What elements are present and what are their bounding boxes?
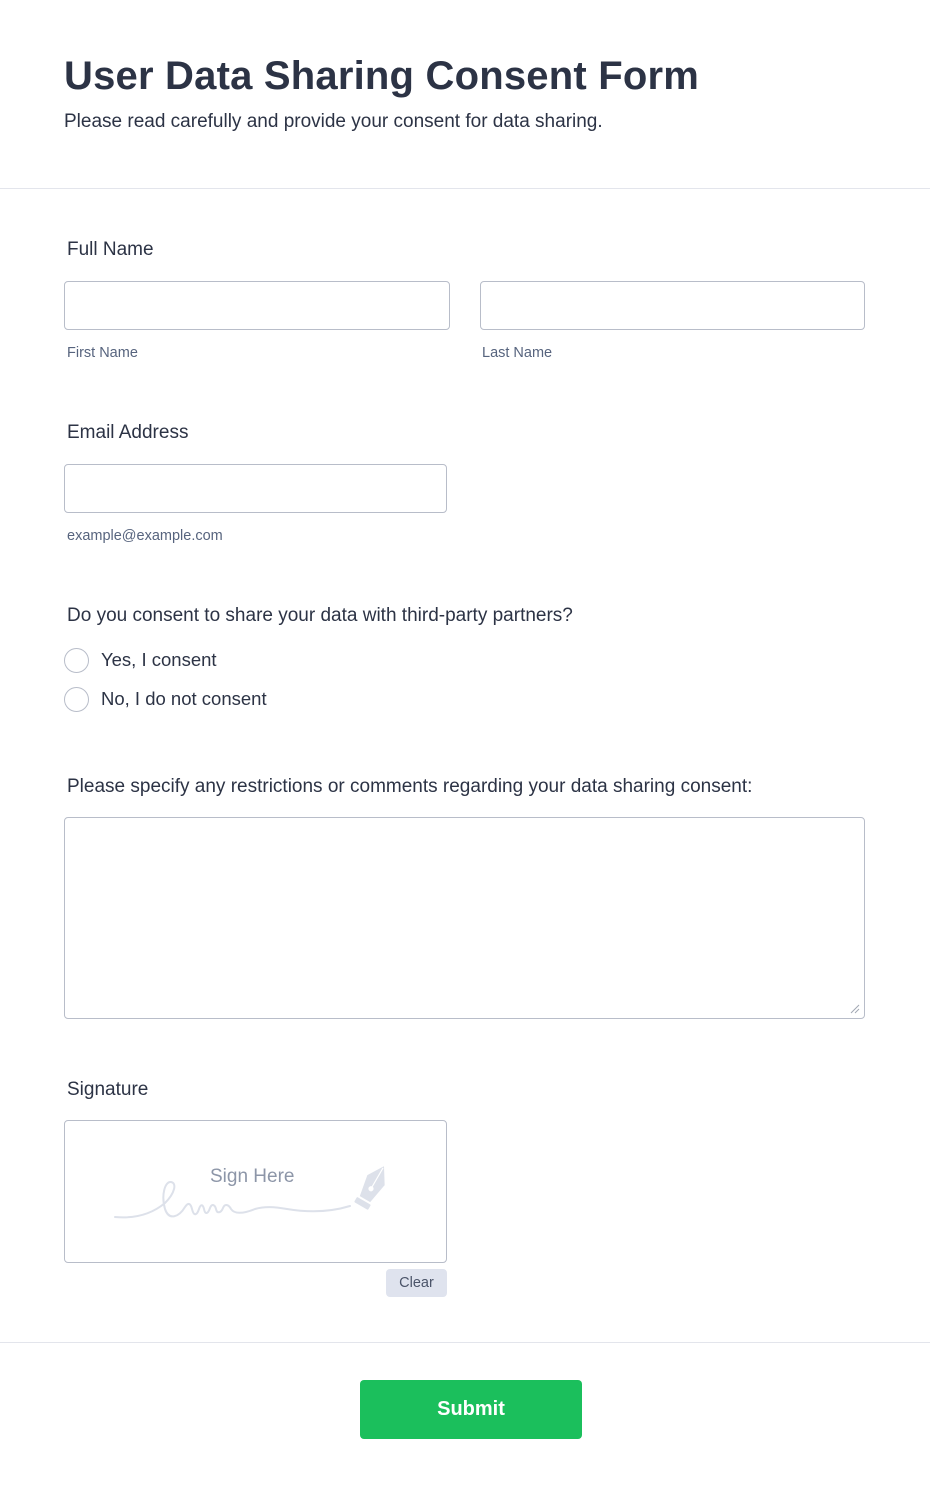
last-name-sublabel: Last Name	[482, 345, 553, 361]
clear-signature-button[interactable]: Clear	[386, 1269, 447, 1297]
form-subtitle: Please read carefully and provide your consent for data sharing.	[64, 111, 603, 132]
first-name-sublabel: First Name	[67, 345, 138, 361]
radio-no[interactable]	[64, 687, 89, 712]
footer-divider	[0, 1342, 930, 1343]
radio-yes[interactable]	[64, 648, 89, 673]
consent-option-no-label: No, I do not consent	[101, 688, 267, 709]
resize-grip-icon[interactable]	[848, 1002, 860, 1014]
email-label: Email Address	[67, 422, 189, 443]
signature-pad[interactable]	[64, 1120, 447, 1263]
consent-option-yes[interactable]	[64, 647, 217, 673]
consent-option-yes-label: Yes, I consent	[101, 649, 217, 670]
consent-question: Do you consent to share your data with third-party partners?	[67, 605, 573, 626]
consent-option-no[interactable]	[64, 686, 267, 712]
comments-textarea[interactable]	[64, 817, 865, 1019]
submit-button[interactable]: Submit	[360, 1380, 582, 1439]
email-input[interactable]	[64, 464, 447, 513]
full-name-label: Full Name	[67, 239, 154, 260]
form-title: User Data Sharing Consent Form	[64, 54, 700, 98]
form-header	[0, 0, 930, 189]
first-name-input[interactable]	[64, 281, 450, 330]
email-sublabel: example@example.com	[67, 528, 223, 544]
sign-here-placeholder: Sign Here	[210, 1166, 295, 1187]
signature-label: Signature	[67, 1079, 149, 1100]
comments-label: Please specify any restrictions or comments regarding your data sharing consent:	[67, 776, 753, 797]
pen-nib-icon	[65, 1121, 448, 1264]
last-name-input[interactable]	[480, 281, 865, 330]
